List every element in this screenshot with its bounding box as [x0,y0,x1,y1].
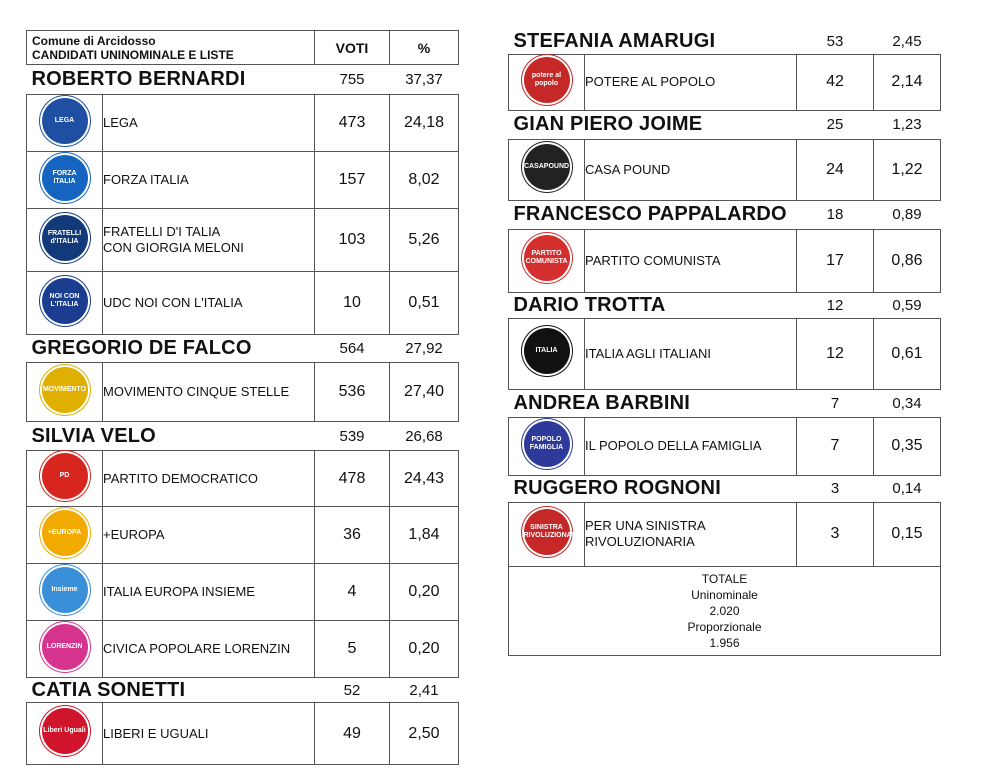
list-pct: 27,40 [390,363,459,422]
candidate-row [509,389,941,417]
list-pct: 0,86 [874,229,941,292]
potere-al-popolo-logo-icon: potere al popolo [524,57,570,103]
list-pct: 0,20 [390,564,459,621]
movimento-cinque-stelle-logo-icon: MOVIMENTO [42,367,88,413]
candidate-row [509,110,941,139]
list-name: UDC NOI CON L'ITALIA [103,272,315,335]
list-pct: 0,15 [874,502,941,566]
list-pct: 2,14 [874,54,941,110]
candidate-votes: 755 [339,71,365,88]
candidate-pct: 27,92 [405,340,443,357]
candidate-pct: 0,89 [892,206,922,223]
list-votes: 5 [315,621,390,678]
candidate-pct: 2,45 [892,33,922,51]
votes-header: VOTI [315,31,390,65]
list-name: FORZA ITALIA [103,152,315,209]
list-pct: 24,43 [390,451,459,507]
list-votes: 10 [315,272,390,335]
forza-italia-logo-icon: FORZA ITALIA [42,155,88,201]
totals-row [509,566,941,655]
list-name: FRATELLI D'I TALIA CON GIORGIA MELONI [103,209,315,272]
list-pct: 2,50 [390,703,459,765]
list-name: +EUROPA [103,507,315,564]
candidate-pct: 0,34 [892,394,922,412]
list-name: IL POPOLO DELLA FAMIGLIA [585,417,797,475]
candidate-votes: 53 [826,33,844,51]
candidate-row [509,200,941,229]
partito-comunista-logo-icon: PARTITO COMUNISTA [524,235,570,281]
results-table-right [508,30,941,656]
candidate-name: FRANCESCO PAPPALARDO [513,203,787,225]
list-votes: 42 [797,54,874,110]
list-row [27,363,459,422]
list-name: MOVIMENTO CINQUE STELLE [103,363,315,422]
list-row [27,209,459,272]
list-votes: 536 [315,363,390,422]
candidate-name: GIAN PIERO JOIME [513,113,703,135]
list-row [27,95,459,152]
candidate-votes: 52 [343,681,361,699]
candidate-votes: 564 [339,340,365,357]
list-pct: 8,02 [390,152,459,209]
list-row [509,139,941,200]
udc-noi-con-italia-logo-icon: NOI CON L'ITALIA [42,278,88,324]
list-row [27,507,459,564]
candidate-row [509,30,941,54]
list-votes: 49 [315,703,390,765]
list-name: ITALIA AGLI ITALIANI [585,318,797,389]
list-pct: 1,22 [874,139,941,200]
candidate-name: DARIO TROTTA [513,293,666,316]
list-row [509,318,941,389]
list-name: PER UNA SINISTRA RIVOLUZIONARIA [585,502,797,566]
candidate-name: ANDREA BARBINI [513,391,691,414]
candidate-name: ROBERTO BERNARDI [31,68,246,90]
candidate-votes: 25 [826,116,844,133]
list-name: LEGA [103,95,315,152]
list-row [509,502,941,566]
list-votes: 103 [315,209,390,272]
candidate-pct: 1,23 [892,116,922,133]
list-row [27,621,459,678]
list-name: ITALIA EUROPA INSIEME [103,564,315,621]
table-header [27,31,459,65]
italia-europa-insieme-logo-icon: Insieme [42,567,88,613]
totals-box: TOTALE Uninominale 2.020 Proporzionale 1.956 [509,566,941,655]
candidate-row [27,65,459,95]
candidate-row [509,292,941,318]
candidate-row [509,475,941,502]
candidate-row [27,422,459,451]
list-votes: 478 [315,451,390,507]
list-votes: 12 [797,318,874,389]
results-table-left [26,30,459,765]
civica-popolare-logo-icon: LORENZIN [42,624,88,670]
candidate-name: GREGORIO DE FALCO [31,337,252,359]
list-row [509,229,941,292]
piu-europa-logo-icon: +EUROPA [42,510,88,556]
candidate-votes: 12 [826,296,844,314]
candidate-pct: 2,41 [409,681,439,699]
list-name: POTERE AL POPOLO [585,54,797,110]
candidate-name: RUGGERO ROGNONI [513,477,721,499]
list-votes: 7 [797,417,874,475]
list-votes: 473 [315,95,390,152]
candidate-votes: 3 [830,480,840,497]
list-pct: 5,26 [390,209,459,272]
list-votes: 24 [797,139,874,200]
candidate-votes: 7 [830,394,840,412]
list-pct: 1,84 [390,507,459,564]
candidate-pct: 26,68 [405,427,443,445]
list-name: LIBERI E UGUALI [103,703,315,765]
pct-header: % [390,31,459,65]
list-row [509,54,941,110]
list-votes: 36 [315,507,390,564]
list-name: CIVICA POPOLARE LORENZIN [103,621,315,678]
list-votes: 3 [797,502,874,566]
candidate-pct: 37,37 [405,71,443,88]
list-pct: 0,61 [874,318,941,389]
sinistra-rivoluzionaria-logo-icon: SINISTRA RIVOLUZIONARIA [524,509,570,555]
candidate-name: CATIA SONETTI [31,678,186,701]
list-votes: 157 [315,152,390,209]
candidate-row [27,678,459,703]
list-name: PARTITO DEMOCRATICO [103,451,315,507]
list-row [27,564,459,621]
list-votes: 4 [315,564,390,621]
list-row [27,703,459,765]
list-pct: 0,35 [874,417,941,475]
candidate-votes: 539 [339,427,365,445]
list-pct: 24,18 [390,95,459,152]
candidate-name: SILVIA VELO [31,424,156,447]
list-row [27,152,459,209]
list-row [509,417,941,475]
italia-agli-italiani-logo-icon: ITALIA [524,328,570,374]
candidate-name: STEFANIA AMARUGI [513,30,716,53]
list-name: CASA POUND [585,139,797,200]
list-pct: 0,51 [390,272,459,335]
list-name: PARTITO COMUNISTA [585,229,797,292]
list-row [27,272,459,335]
list-pct: 0,20 [390,621,459,678]
candidate-pct: 0,14 [892,480,922,497]
casa-pound-logo-icon: CASAPOUND [524,144,570,190]
liberi-uguali-logo-icon: Liberi Uguali [42,708,88,754]
list-votes: 17 [797,229,874,292]
lega-logo-icon: LEGA [42,98,88,144]
fratelli-italia-logo-icon: FRATELLI d'ITALIA [42,215,88,261]
candidate-row [27,335,459,363]
list-row [27,451,459,507]
candidate-pct: 0,59 [892,296,922,314]
header-title: Comune di Arcidosso CANDIDATI UNINOMINALE E LISTE [27,31,315,65]
candidate-votes: 18 [826,206,844,223]
popolo-della-famiglia-logo-icon: POPOLO FAMIGLIA [524,421,570,467]
partito-democratico-logo-icon: PD [42,453,88,499]
